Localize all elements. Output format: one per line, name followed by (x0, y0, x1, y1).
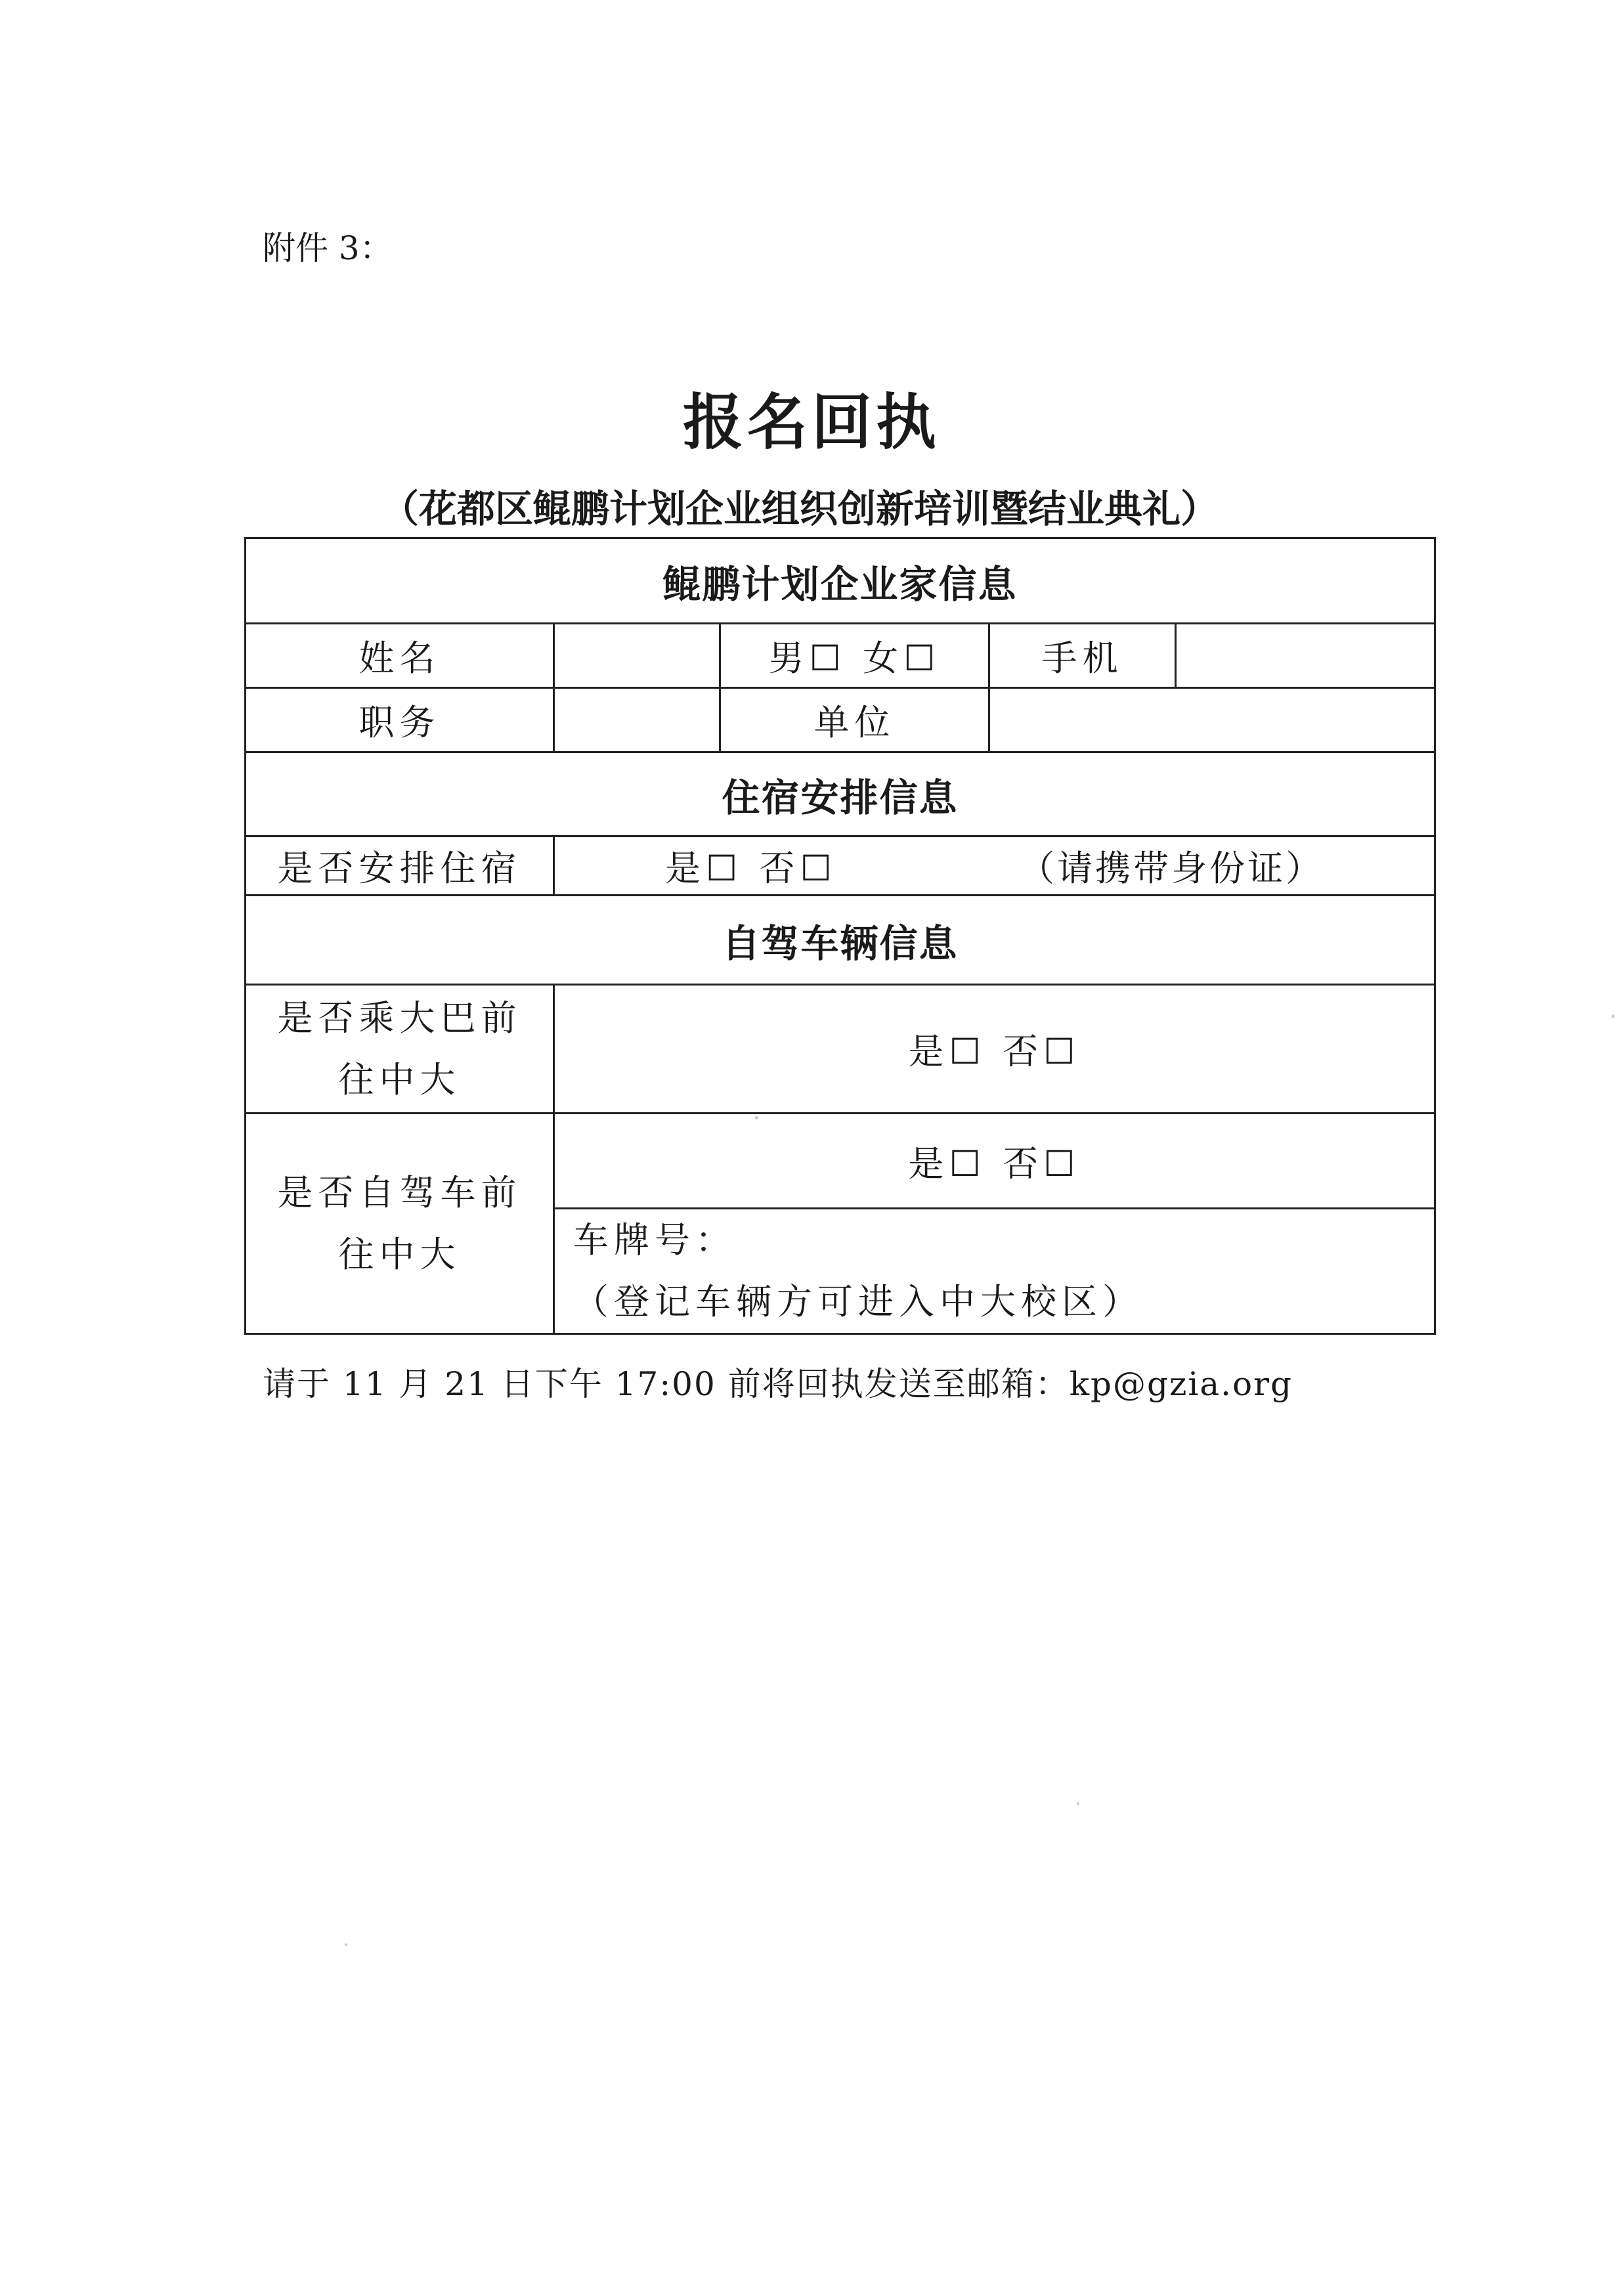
page-subtitle: （花都区鲲鹏计划企业组织创新培训暨结业典礼） (381, 487, 1219, 531)
position-label: 职务 (246, 688, 554, 752)
bus-label-line2: 往中大 (338, 1058, 461, 1100)
scan-speck (755, 1116, 758, 1119)
bus-label (246, 985, 554, 1114)
accommodation-label: 是否安排住宿 (246, 836, 554, 896)
selfdrive-label (246, 1114, 554, 1334)
section-vehicle-info: 自驾车辆信息 (246, 896, 1435, 985)
position-input-cell[interactable] (554, 688, 720, 752)
attachment-label: 附件 3： (263, 229, 393, 267)
plate-note: （登记车辆方可进入中大校区） (573, 1281, 1143, 1322)
phone-label: 手机 (989, 624, 1176, 688)
section-accommodation-info: 住宿安排信息 (246, 752, 1435, 836)
bus-checkboxes[interactable]: 是☐ 否☐ (554, 985, 1435, 1114)
accommodation-choice-cell (554, 836, 1435, 896)
name-input-cell[interactable] (554, 624, 720, 688)
plate-label: 车牌号： (573, 1219, 736, 1261)
scan-speck (1612, 1014, 1614, 1018)
scan-speck (1077, 1802, 1079, 1805)
bus-label-line1: 是否乘大巴前 (277, 997, 522, 1039)
phone-input-cell[interactable] (1176, 624, 1435, 688)
section-entrepreneur-info: 鲲鹏计划企业家信息 (246, 538, 1435, 624)
registration-form-table (244, 537, 1436, 1335)
name-label: 姓名 (246, 624, 554, 688)
footer-instruction: 请于 11 月 21 日下午 17:00 前将回执发送至邮箱：kp@gzia.org (263, 1365, 1293, 1403)
scan-speck (345, 1943, 347, 1946)
accommodation-note: （请携带身份证） (1019, 848, 1324, 889)
company-label: 单位 (720, 688, 989, 752)
page-title: 报名回执 (682, 387, 940, 458)
gender-checkboxes[interactable]: 男☐ 女☐ (720, 624, 989, 688)
selfdrive-checkboxes[interactable]: 是☐ 否☐ (554, 1114, 1435, 1209)
selfdrive-label-line2: 往中大 (338, 1233, 461, 1275)
selfdrive-label-line1: 是否自驾车前 (277, 1171, 522, 1213)
accommodation-checkboxes[interactable]: 是☐ 否☐ (664, 848, 837, 889)
company-input-cell[interactable] (989, 688, 1435, 752)
plate-cell[interactable] (554, 1209, 1435, 1334)
